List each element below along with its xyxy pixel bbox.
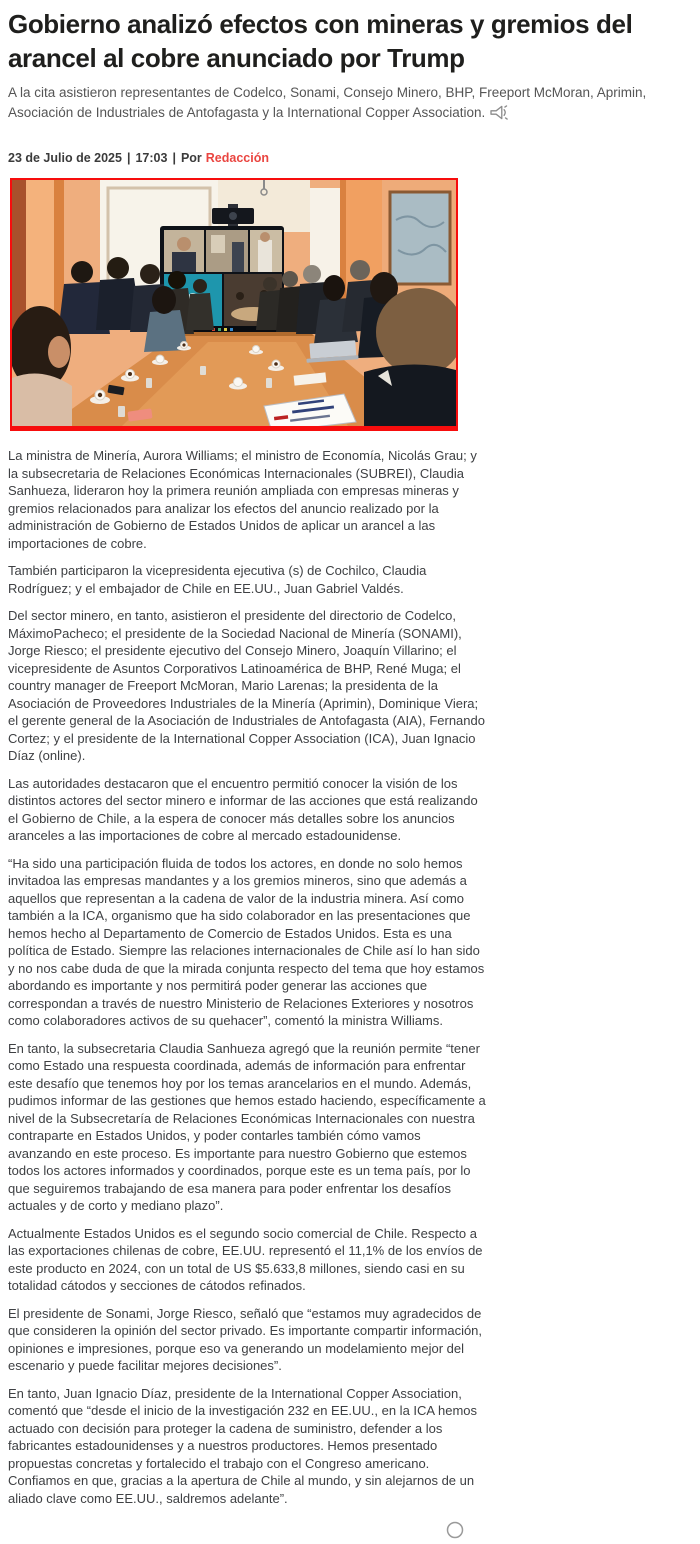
- meeting-photo-illustration: [12, 180, 456, 426]
- paragraph: La ministra de Minería, Aurora Williams; el ministro de Economía, Nicolás Grau; y la subsecretaria de Relaciones Económicas Internacionales (SUBREI), Claudia Sanhueza, lideraron hoy la primera reunión ampliada con empresas mineras y gremios relacionados para analizar los efectos del anuncio realizado por la administración de Gobierno de Estados Unidos de aplicar un arancel a las importaciones de cobre.: [8, 448, 477, 551]
- paragraph: El presidente de Sonami, Jorge Riesco, señaló que “estamos muy agradecidos de que consideren la opinión del sector privado. Es importante compartir información, opiniones e impresiones, porque eso va generando un modelamiento mejor del escenario y puede facilitar mejores decisiones”.: [8, 1305, 483, 1374]
- paragraph: En tanto, la subsecretaria Claudia Sanhueza agregó que la reunión permite “tener como Estado una respuesta coordinada, además de información para enfrentar este desafío que tenemos hoy por los temas arancelarios en el mundo. Además, pudimos informar de las gestiones que hemos estado haciendo, específicamente a nivel de la Subsecretaría de Relaciones Económicas Internacionales con nuestra contraparte en Estados Unidos, y poder contarles también cómo vamos avanzando en este proceso. Es importante para nuestro Gobierno que estemos todos los actores informados y coordinados, porque este es un tema país, por lo que seguiremos trabajando de esa manera para poder enfrentar los desafíos actuales y de corto y mediano plazo”.: [8, 1040, 486, 1214]
- article-title: Gobierno analizó efectos con mineras y gremios del arancel al cobre anunciado por Trump: [8, 9, 633, 73]
- article-image: [10, 178, 458, 431]
- publish-time: 17:03: [135, 151, 168, 166]
- paragraph: También participaron la vicepresidenta ejecutiva (s) de Cochilco, Claudia Rodríguez; y el embajador de Chile en EE.UU., Juan Gabriel Valdés.: [8, 563, 427, 596]
- article-body: [8, 447, 486, 1507]
- megaphone-listen-icon[interactable]: [489, 105, 508, 126]
- meta-separator: |: [172, 151, 176, 166]
- byline-prefix: Por: [180, 151, 202, 166]
- article-subtitle-text: A la cita asistieron representantes de Codelco, Sonami, Consejo Minero, BHP, Freeport McMoran, Aprimin, Asociación de Industriales de Antofagasta y la International Copper Association.: [8, 84, 647, 120]
- meta-separator: |: [126, 151, 131, 166]
- paragraph: Las autoridades destacaron que el encuentro permitió conocer la visión de los distintos actores del sector minero e informar de las acciones que está realizando el Gobierno de Chile, a la espera de conocer más detalles sobre los anuncios aranceles a las importaciones de cobre al mercado estadounidense.: [8, 775, 478, 844]
- publish-date: 23 de Julio de 2025: [8, 151, 122, 166]
- author-link[interactable]: Redacción: [205, 151, 269, 166]
- listen-icon-partial[interactable]: [446, 1521, 464, 1544]
- article-subtitle: [8, 83, 698, 127]
- paragraph: “Ha sido una participación fluida de todos los actores, en donde no solo hemos invitadoa las empresas mandantes y a los gremios mineros, sino que además a aquellos que representan a la cadena de valor de la industria minera. Así como también a la ICA, organismo que ha sido colaborador en las presentaciones que hemos hecho al Departamento de Comercio de Estados Unidos. Esta es una política de Estado. Siempre las relaciones internacionales de Chile así lo han sido y no nos cabe duda de que la mirada conjunta respecto del tema que hoy estamos abordando es importante y nos permitirá poder generar las acciones que correspondan a través de nuestro Ministerio de Relaciones Exteriores y nosotros como colaboradores activos de su quehacer”, comentó la ministra Williams.: [8, 855, 485, 1029]
- paragraph: Del sector minero, en tanto, asistieron el presidente del directorio de Codelco, MáximoPacheco; el presidente de la Sociedad Nacional de Minería (SONAMI), Jorge Riesco; el presidente ejecutivo del Consejo Minero, Joaquín Villarino; el vicepresidente de Asuntos Corporativos Latinoamérica de BHP, René Muga; el country manager de Freeport McMoran, Mario Larenas; la presidenta de la Asociación de Proveedores Industriales de la Minería (Aprimin), Dominique Viera; el gerente general de la Asociación de Industriales de Antofagasta (AIA), Fernando Cortez; y el presidente de la International Copper Association (ICA), Juan Ignacio Díaz (online).: [8, 608, 485, 764]
- paragraph: Actualmente Estados Unidos es el segundo socio comercial de Chile. Respecto a las exportaciones chilenas de cobre, EE.UU. representó el 11,1% de los envíos de este producto en 2024, con un total de US $5.633,8 millones, siendo casi en su totalidad cátodos y secciones de cátodos refinados.: [8, 1225, 483, 1294]
- article-meta: [8, 151, 700, 165]
- paragraph: En tanto, Juan Ignacio Díaz, presidente de la International Copper Association, comentó que “desde el inicio de la investigación 232 en EE.UU., en la ICA hemos actuado con decisión para proteger la cadena de suministro, defender a los fabricantes estadounidenses y a nuestros productores. Hemos presentado propuestas concretas y fortalecido el trabajo con el Congreso americano. Confiamos en que, gracias a la apertura de Chile al mundo, y sin alejarnos de un aliado clave como EE.UU., saldremos adelante”.: [8, 1385, 477, 1506]
